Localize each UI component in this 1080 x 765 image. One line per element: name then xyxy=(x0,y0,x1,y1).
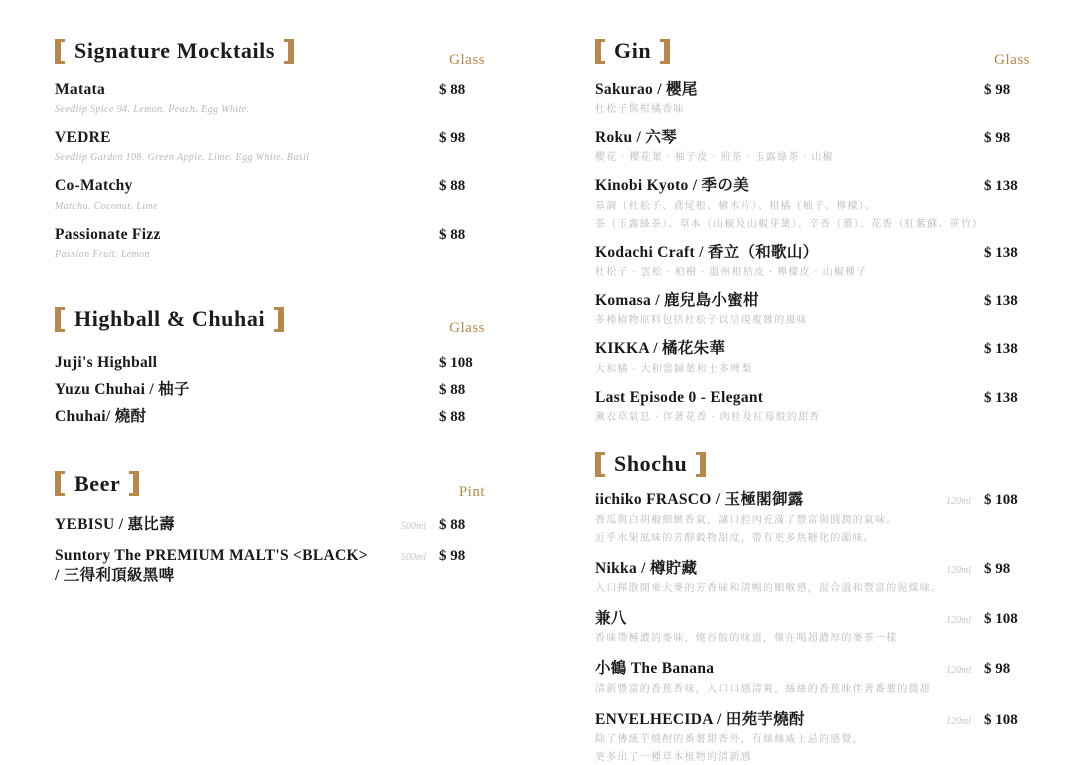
item-desc: 杜松子 · 雲松 · 柏樹 · 溫州柑桔皮 · 檸檬皮 · 山椒種子 xyxy=(595,267,868,278)
item-price: $ 88 xyxy=(439,517,466,534)
section-title: Beer xyxy=(74,470,121,496)
item-desc: 基調（杜松子、鳶尾根、檜木片）、柑橘（柚子、檸檬）、 xyxy=(595,200,877,212)
item-price: $ 138 xyxy=(984,341,1018,358)
item-price: $ 88 xyxy=(439,381,466,398)
item-desc: 杜松子與柑橘香味 xyxy=(595,103,685,115)
item-name: Chuhai/ 燒酎 xyxy=(55,408,147,426)
menu-item xyxy=(55,128,485,165)
item-desc: 櫻花 · 櫻花葉 · 柚子皮 · 煎茶 · 玉露綠茶 · 山椒 xyxy=(595,152,834,164)
section-header xyxy=(595,38,1030,69)
menu-column-right xyxy=(595,30,1030,765)
item-name: 兼八 xyxy=(595,609,627,627)
bracket-right-icon xyxy=(696,452,706,477)
bracket-left-icon xyxy=(55,471,65,496)
item-name: Roku / 六琴 xyxy=(595,128,677,146)
item-name: ENVELHECIDA / 田苑芋燒酎 xyxy=(595,710,805,728)
item-list xyxy=(55,80,485,263)
menu-item xyxy=(55,353,485,372)
item-desc: 大和橘 · 大和當歸葉和士多啤梨 xyxy=(595,363,753,375)
item-price: $ 108 xyxy=(439,354,473,371)
menu-item xyxy=(595,243,1030,280)
section-header xyxy=(595,451,1030,477)
unit-label: Glass xyxy=(994,51,1030,68)
menu-item xyxy=(595,490,1030,545)
item-price: $ 138 xyxy=(984,178,1018,195)
item-desc: Seedlip Spice 94. Lemon. Peach. Egg White. xyxy=(55,103,250,115)
item-name: YEBISU / 惠比壽 xyxy=(55,516,175,534)
bracket-left-icon xyxy=(55,39,65,64)
item-price: $ 108 xyxy=(984,492,1018,509)
section-header xyxy=(55,306,485,337)
section-highball-chuhai xyxy=(55,306,485,427)
item-price: $ 138 xyxy=(984,244,1018,261)
bracket-left-icon xyxy=(55,307,65,332)
menu-item xyxy=(595,128,1030,165)
item-list xyxy=(55,515,485,586)
section-title: Shochu xyxy=(614,451,688,477)
item-desc: 多種植物原料包括杜松子以呈現複雜的風味 xyxy=(595,315,808,327)
item-desc: 除了傳統芋燒酎的番薯甜香外，有絲絲威士忌的感覺， xyxy=(595,734,864,745)
menu-column-left xyxy=(55,30,485,587)
section-title: Highball & Chuhai xyxy=(74,306,266,331)
section-beer xyxy=(55,471,485,587)
menu-item xyxy=(595,176,1030,231)
item-list xyxy=(595,80,1030,426)
menu-item xyxy=(55,407,485,426)
menu-item xyxy=(595,559,1030,596)
item-name-line2: / 三得利頂級黑啤 xyxy=(55,566,175,584)
item-desc-line2: 近乎水果風味的芳醇穀物甜度，帶有更多焦糖化的韻味。 xyxy=(595,532,875,544)
item-name: 小鶴 The Banana xyxy=(595,660,715,678)
bracket-right-icon xyxy=(274,307,284,332)
menu-item xyxy=(55,380,485,399)
section-header xyxy=(55,38,485,69)
menu-item xyxy=(595,659,1030,696)
size-label: 500ml xyxy=(401,551,426,563)
menu-item xyxy=(55,176,485,213)
item-desc-line2: 更多出了一種草本植物的清新感 xyxy=(595,752,752,763)
item-desc: 薰衣草氣息 · 伴著花香 · 肉桂及紅莓般的甜香 xyxy=(595,412,821,424)
item-name: Kodachi Craft / 香立（和歌山） xyxy=(595,243,819,261)
bracket-left-icon xyxy=(595,452,605,477)
bracket-left-icon xyxy=(595,39,605,64)
item-price: $ 88 xyxy=(439,178,466,195)
item-name: Kinobi Kyoto / 季の美 xyxy=(595,177,749,195)
bracket-right-icon xyxy=(660,39,670,64)
item-list xyxy=(595,490,1030,765)
item-name: Passionate Fizz xyxy=(55,225,161,243)
item-name: Sakurao / 櫻尾 xyxy=(595,80,698,98)
menu-item xyxy=(595,291,1030,328)
unit-label: Glass xyxy=(449,319,485,336)
item-desc: 香瓜與白胡椒細緻香氣，讓口腔內充滿了豐富與圓潤的氣味。 xyxy=(595,514,898,526)
item-name: iichiko FRASCO / 玉極閣御露 xyxy=(595,491,804,509)
menu-item xyxy=(595,388,1030,425)
menu-item xyxy=(55,515,485,534)
unit-label: Pint xyxy=(458,484,485,501)
item-price: $ 108 xyxy=(984,711,1018,728)
item-name: Nikka / 樽貯藏 xyxy=(595,559,698,577)
item-price: $ 98 xyxy=(439,129,466,146)
item-desc: 清新豐富的香蕉香味，入口口感清爽，絲絲的香蕉味伴著番薯的微甜 xyxy=(595,683,931,695)
bracket-right-icon xyxy=(284,39,294,64)
menu-item xyxy=(55,225,485,262)
menu-item xyxy=(595,80,1030,117)
size-label: 120ml xyxy=(946,496,971,508)
menu-item xyxy=(55,80,485,117)
size-label: 120ml xyxy=(946,715,971,727)
item-price: $ 88 xyxy=(439,409,466,426)
item-price: $ 138 xyxy=(984,389,1018,406)
item-price: $ 108 xyxy=(984,610,1018,627)
item-name: Juji's Highball xyxy=(55,353,158,371)
menu-item xyxy=(595,609,1030,646)
size-label: 500ml xyxy=(401,521,426,533)
item-price: $ 98 xyxy=(439,547,466,564)
item-desc-line2: 茶（玉露綠茶）、草本（山椒及山椒芽葉）、辛香（薑）、花香（紅紫蘇、笹竹） xyxy=(595,218,984,230)
section-signature-mocktails xyxy=(55,38,485,262)
item-price: $ 88 xyxy=(439,81,466,98)
size-label: 120ml xyxy=(946,564,971,576)
section-title: Gin xyxy=(614,38,652,63)
item-desc: Seedlip Garden 108. Green Apple. Lime. Egg White. Basil xyxy=(55,152,310,164)
item-name: Suntory The PREMIUM MALT'S <BLACK> xyxy=(55,546,368,564)
item-name: Last Episode 0 - Elegant xyxy=(595,388,764,406)
item-name: KIKKA / 橘花朱華 xyxy=(595,340,726,358)
menu-item xyxy=(595,339,1030,376)
size-label: 120ml xyxy=(946,665,971,677)
item-name: VEDRE xyxy=(55,128,111,146)
item-name: Yuzu Chuhai / 柚子 xyxy=(55,380,190,398)
size-label: 120ml xyxy=(946,614,971,626)
menu-item xyxy=(595,710,1030,765)
section-shochu xyxy=(595,451,1030,765)
item-price: $ 98 xyxy=(984,129,1011,146)
menu-item xyxy=(55,546,485,587)
item-desc: Matcha. Coconut. Lime xyxy=(55,200,158,212)
item-list xyxy=(55,353,485,427)
item-price: $ 88 xyxy=(439,226,466,243)
item-price: $ 138 xyxy=(984,293,1018,309)
item-desc: 入口揮散開來大麥的芳香味和清暢的順喉感，混合溫和豐富的泥煤味。 xyxy=(595,582,943,594)
item-name: Co-Matchy xyxy=(55,177,133,195)
section-header xyxy=(55,471,485,502)
item-desc: Passion Fruit. Lemon xyxy=(55,249,150,260)
item-price: $ 98 xyxy=(984,560,1011,577)
section-gin xyxy=(595,38,1030,425)
item-price: $ 98 xyxy=(984,661,1011,678)
item-name: Komasa / 鹿兒島小蜜柑 xyxy=(595,292,759,309)
item-desc: 香味帶極濃的麥味，燒谷般的味道，像在喝超濃厚的麥茶一樣 xyxy=(595,633,898,645)
unit-label: Glass xyxy=(449,51,485,68)
item-name: Matata xyxy=(55,80,106,98)
section-title: Signature Mocktails xyxy=(74,38,276,63)
item-price: $ 98 xyxy=(984,81,1011,98)
bracket-right-icon xyxy=(129,471,139,496)
